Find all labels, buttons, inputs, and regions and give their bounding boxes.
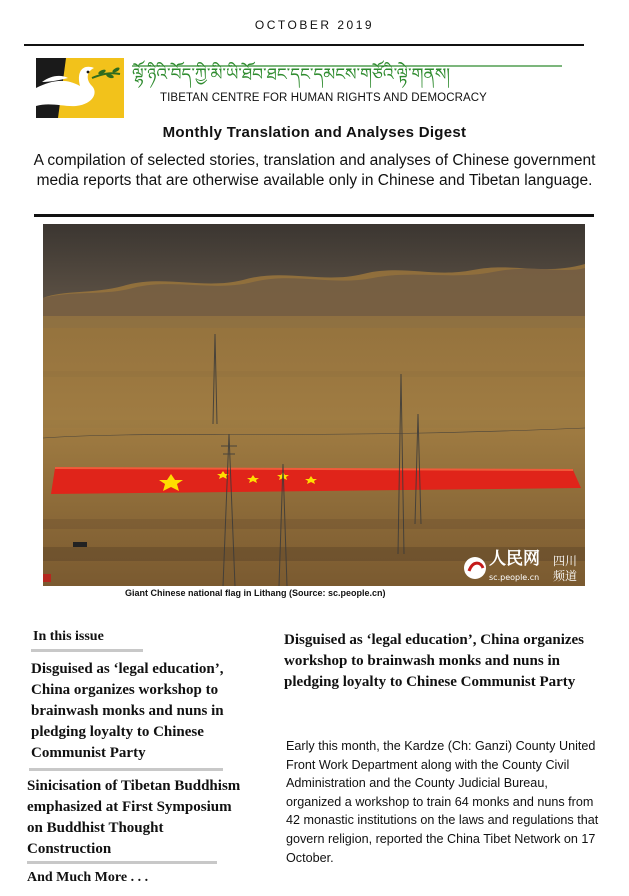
tibetan-name: ལྷོ་ཉིའི་བོད་ཀྱི་མི་ཡི་ཐོབ་ཐང་དང་དམངས་གཙོའི་ལྟེ་གནས། <box>132 65 451 85</box>
article-body: Early this month, the Kardze (Ch: Ganzi) County United Front Work Department along with the County Civil Administration and the County Judicial Bureau, organized a workshop to train 64 monks and nuns from 42 monastic institutions on the laws and regulations that govern religion, reported the China Tibet Network on 17 October. <box>286 739 599 865</box>
sidebar-rule-2 <box>29 768 223 771</box>
toc-item-legal-education[interactable]: Disguised as ‘legal education’, China organizes workshop to brainwash monks and nuns in pledging loyalty to Chinese Communist Party <box>31 661 224 761</box>
watermark-site: sc.people.cn <box>489 573 540 582</box>
watermark-channel-1: 四川 <box>553 554 578 568</box>
in-this-issue-heading: In this issue <box>33 629 104 644</box>
photo-caption: Giant Chinese national flag in Lithang (Source: sc.people.cn) <box>125 588 386 598</box>
sidebar-rule-1 <box>31 649 143 652</box>
article-title: Disguised as ‘legal education’, China organizes workshop to brainwash monks and nuns in pledging loyalty to Chinese Communist Party <box>284 632 585 690</box>
digest-subtitle: A compilation of selected stories, translation and analyses of Chinese government media reports that are otherwise available only in Chinese and Tibetan language. <box>33 152 596 189</box>
digest-title: Monthly Translation and Analyses Digest <box>162 124 467 141</box>
lithang-flag-photo <box>43 224 585 586</box>
top-rule <box>24 44 584 46</box>
tchrd-logo <box>36 58 124 118</box>
dove-with-olive-branch-icon <box>36 58 124 118</box>
toc-item-sinicisation[interactable]: Sinicisation of Tibetan Buddhism emphasized at First Symposium on Buddhist Thought Construction <box>27 778 241 857</box>
issue-date: OCTOBER 2019 <box>254 18 375 32</box>
organization-name: TIBETAN CENTRE FOR HUMAN RIGHTS AND DEMOCRACY <box>160 92 487 104</box>
and-much-more: And Much More . . . <box>27 870 149 885</box>
sidebar-rule-3 <box>27 861 217 864</box>
watermark-channel-2: 频道 <box>553 569 578 583</box>
tibetan-script-logo <box>132 60 562 88</box>
header-rule <box>34 214 594 217</box>
watermark-cn: 人民网 <box>489 549 540 569</box>
